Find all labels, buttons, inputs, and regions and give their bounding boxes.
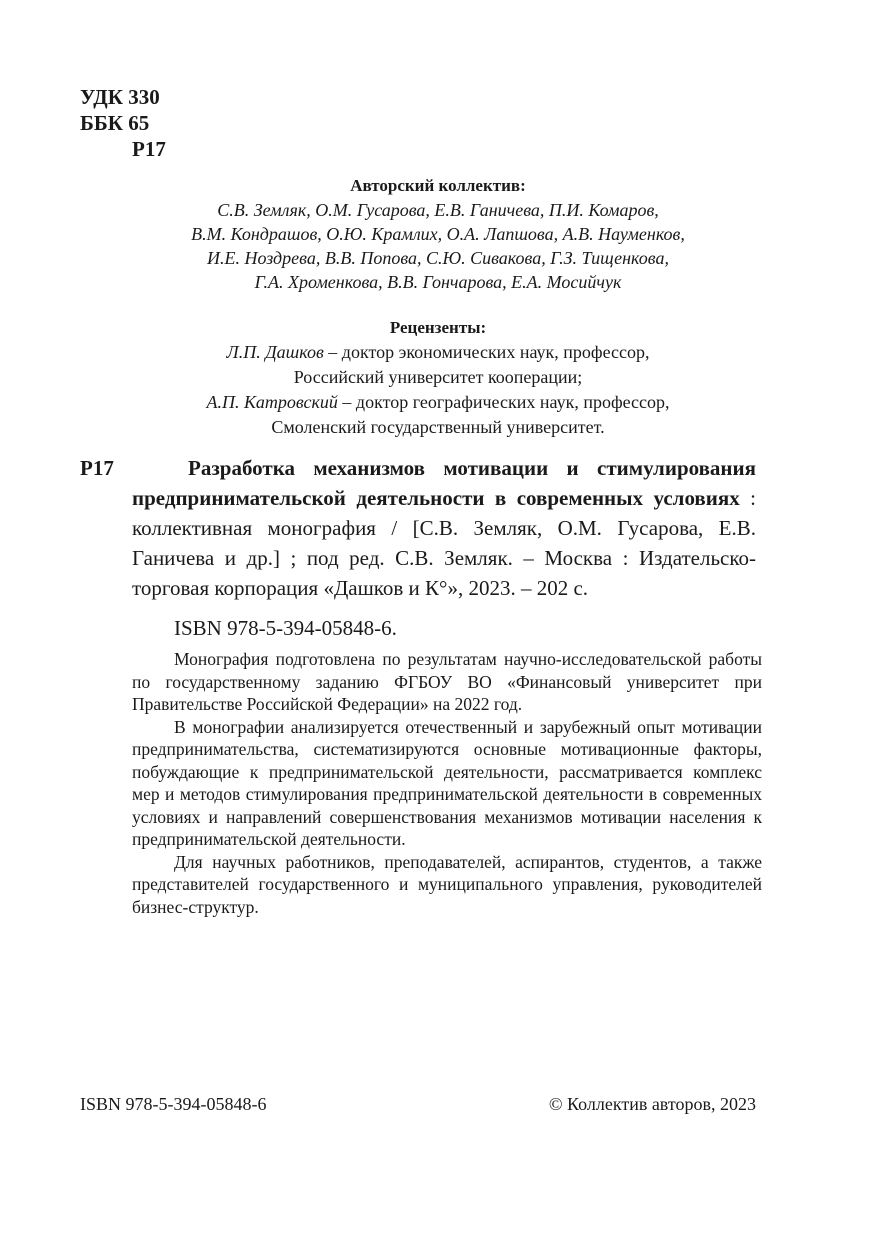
authors-list [78, 198, 798, 294]
annotation [132, 648, 762, 918]
reviewer-2-title: – доктор географических наук, профессор, [337, 392, 670, 412]
reviewer-1-org: Российский университет кооперации; [293, 367, 583, 387]
annotation-paragraph: Монография подготовлена по результатам научно-исследовательской работы по государственному заданию ФГБОУ ВО «Финансовый университет при Правительстве Российской Федерации» на 2022 год. [132, 649, 762, 714]
biblio-description [80, 453, 756, 603]
bbk-code: ББК 65 [80, 111, 150, 135]
biblio-isbn: ISBN 978-5-394-05848-6. [174, 616, 397, 640]
book-title: Разработка механизмов мотивации и стимулирования предпринимательской деятельности в современных условиях [132, 456, 756, 510]
reviewers-heading: Рецензенты: [389, 318, 487, 337]
authors-line: Г.А. Хроменкова, В.В. Гончарова, Е.А. Мосийчук [254, 272, 622, 292]
reviewer-2-name: А.П. Катровский [206, 392, 338, 412]
footer-isbn: ISBN 978-5-394-05848-6 [80, 1094, 267, 1114]
book-details: : коллективная монография / [С.В. Земляк, О.М. Гусарова, Е.В. Ганичева и др.] ; под ред. С.В. Земляк. – Москва : Издательско-торговая корпорация «Дашков и К°», 2023. – 202 с. [132, 486, 756, 600]
authors-block [78, 175, 798, 294]
bibliographic-record [80, 453, 756, 643]
reviewer-1-line [78, 340, 798, 364]
reviewer-1-name: Л.П. Дашков [226, 342, 324, 362]
authors-line: И.Е. Ноздрева, В.В. Попова, С.Ю. Сивакова, Г.З. Тищенкова, [207, 248, 669, 268]
authors-line: В.М. Кондрашов, О.Ю. Крамлих, О.А. Лапшова, А.В. Науменков, [191, 224, 685, 244]
author-mark: Р17 [132, 137, 166, 161]
reviewer-2-org: Смоленский государственный университет. [271, 417, 605, 437]
annotation-paragraph: Для научных работников, преподавателей, аспирантов, студентов, а также представителей государственного и муниципального управления, руководителей бизнес-структур. [132, 851, 762, 917]
authors-line: С.В. Земляк, О.М. Гусарова, Е.В. Ганичева, П.И. Комаров, [217, 200, 659, 220]
reviewer-1-title: – доктор экономических наук, профессор, [323, 342, 650, 362]
footer-copyright: © Коллектив авторов, 2023 [548, 1094, 756, 1114]
authors-heading: Авторский коллектив: [350, 176, 526, 195]
classification-codes [80, 84, 166, 162]
reviewers-block [78, 317, 798, 439]
annotation-paragraph: В монографии анализируется отечественный и зарубежный опыт мотивации предпринимательства, систематизируются основные мотивационные факторы, побуждающие к предпринимательской деятельности, рассматривается комплекс мер и методов стимулирования предпринимательской деятельности в современных условиях и направлений совершенствования механизмов мотивации населения к предпринимательской деятельности. [132, 716, 762, 849]
biblio-code: Р17 [80, 456, 114, 480]
udk-code: УДК 330 [80, 85, 160, 109]
reviewer-2-line [78, 390, 798, 414]
